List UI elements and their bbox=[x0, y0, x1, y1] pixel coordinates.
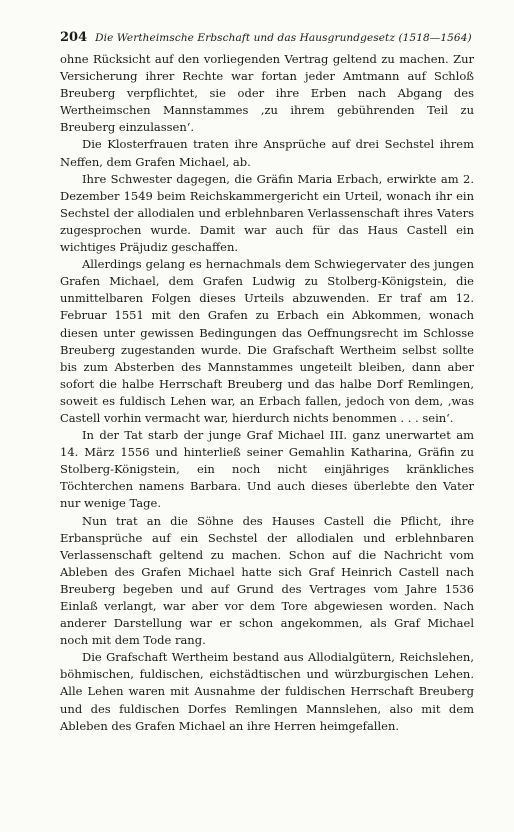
paragraph-2: Die Klosterfrauen traten ihre Ansprüche auf drei Sechstel ihrem Neffen, dem Grafen Michael, ab. bbox=[60, 137, 474, 169]
paragraph-3: Ihre Schwester dagegen, die Gräfin Maria Erbach, erwirkte am 2. Dezember 1549 beim Reichskammergericht ein Urteil, wonach ihr ein Sechstel der allodialen und erblehnbaren Verlassenschaft ihres Vaters zugesprochen wurde. Damit war auch für das Haus Castell ein wichtiges Präjudiz geschaffen. bbox=[60, 171, 474, 255]
running-title: Die Wertheimsche Erbschaft und das Hausgrundgesetz (1518—1564) bbox=[95, 32, 472, 44]
body-text bbox=[60, 51, 474, 735]
paragraph-1: ohne Rücksicht auf den vorliegenden Vertrag geltend zu machen. Zur Versicherung ihrer Rechte war fortan jeder Amtmann auf Schloß Breuberg verpflichtet, sie oder ihre Erben nach Abgang des Wertheimschen Mannstammes ‚zu ihrem gebührenden Teil zu Breuberg einzulassen‘. bbox=[60, 52, 474, 135]
paragraph-5: In der Tat starb der junge Graf Michael III. ganz unerwartet am 14. März 1556 und hinterließ seiner Gemahlin Katharina, Gräfin zu Stolberg-Königstein, ein noch nicht einjähriges kränkliches Töchterchen namens Barbara. Und auch dieses überlebte den Vater nur wenige Tage. bbox=[60, 428, 474, 511]
paragraph-6: Nun trat an die Söhne des Hauses Castell die Pflicht, ihre Erbansprüche auf ein Sechstel der allodialen und erblehnbaren Verlassenschaft geltend zu machen. Schon auf die Nachricht vom Ableben des Grafen Michael hatte sich Graf Heinrich Castell nach Breuberg begeben und auf Grund des Vertrages vom Jahre 1536 Einlaß verlangt, war aber vor dem Tore abgewiesen worden. Nach anderer Darstellung war er schon angekommen, als Graf Michael noch mit dem Tode rang. bbox=[60, 513, 474, 648]
page-number: 204 bbox=[60, 30, 88, 45]
paragraph-4: Allerdings gelang es hernachmals dem Schwiegervater des jungen Grafen Michael, dem Grafen Ludwig zu Stolberg-Königstein, die unmittelbaren Folgen dieses Urteils abzuwenden. Er traf am 12. Februar 1551 mit den Grafen zu Erbach ein Abkommen, wonach diesen unter gewissen Bedingungen das Oeffnungsrecht im Schlosse Breuberg zugestanden wurde. Die Grafschaft Wertheim selbst sollte bis zum Absterben des Mannstammes ungeteilt bleiben, dann aber sofort die halbe Herrschaft Breuberg und das halbe Dorf Remlingen, soweit es fuldisch Lehen war, an Erbach fallen, jedoch von dem, ‚was Castell vorhin vermacht war, hierdurch nichts benommen . . . sein‘. bbox=[60, 257, 474, 425]
paragraph-7: Die Grafschaft Wertheim bestand aus Allodialgütern, Reichslehen, böhmischen, fuldischen, eichstädtischen und würzburgischen Lehen. Alle Lehen waren mit Ausnahme der fuldischen Herrschaft Breuberg und des fuldischen Dorfes Remlingen Mannslehen, also mit dem Ableben des Grafen Michael an ihre Herren heimgefallen. bbox=[60, 650, 474, 733]
running-header bbox=[60, 30, 474, 45]
